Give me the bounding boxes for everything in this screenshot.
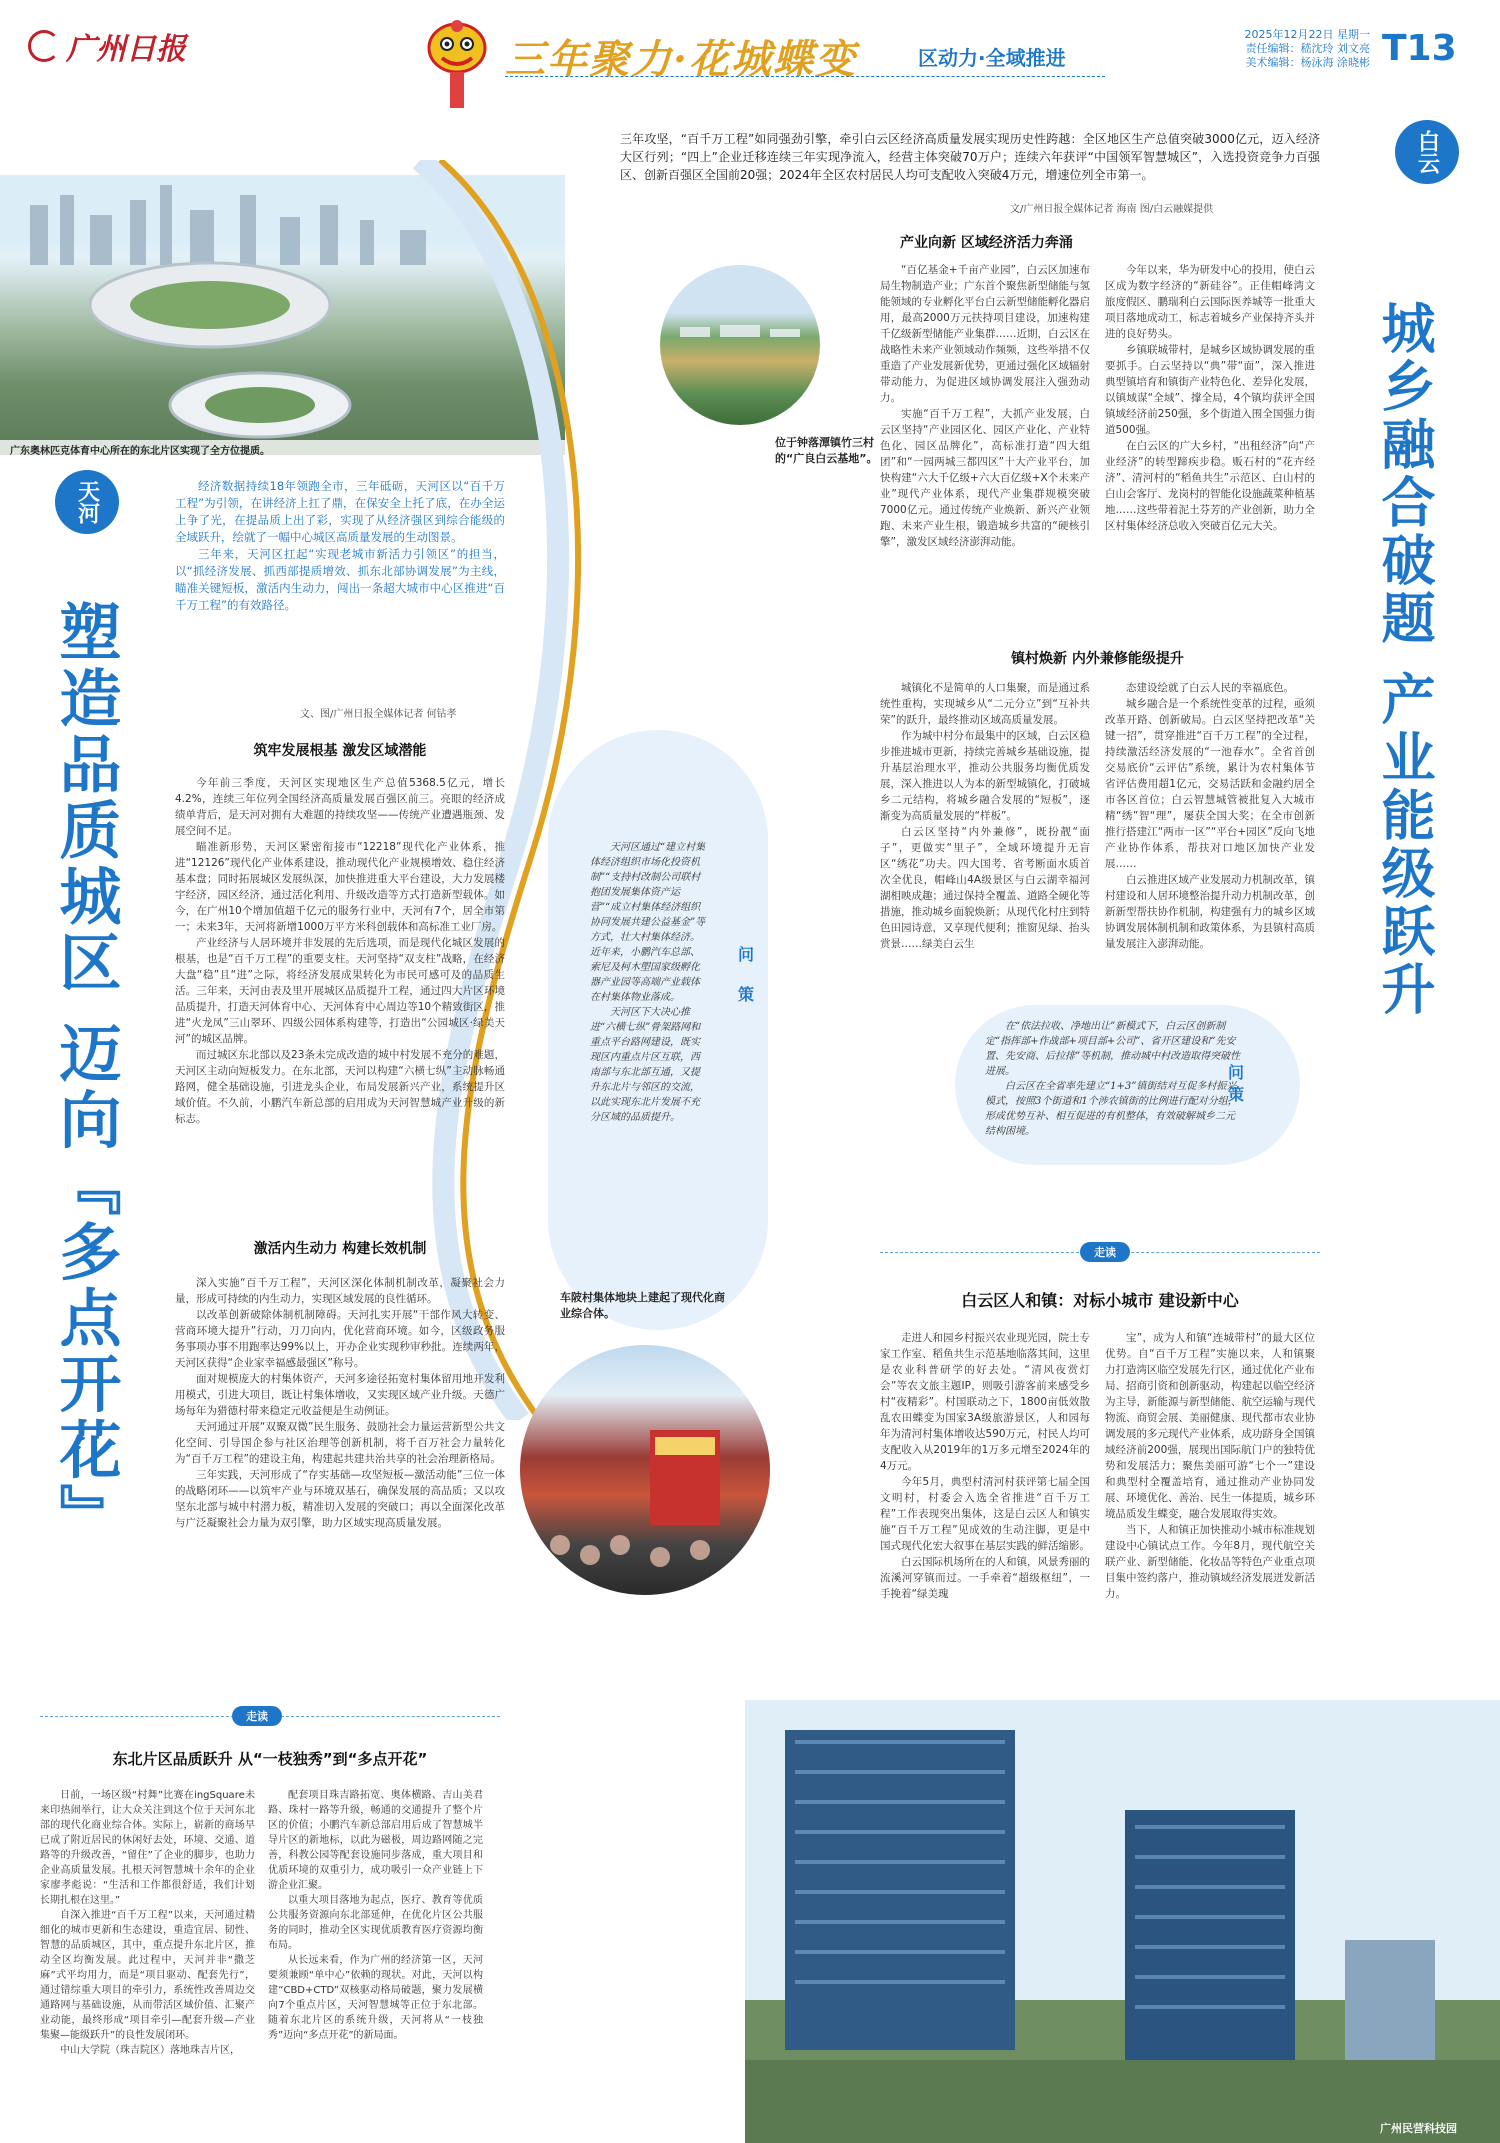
tianhe-big-title: 塑造品质城区 迈向『多点开花』: [49, 600, 122, 1550]
art-editor-line: 美术编辑：杨泳海 涂晓彬: [1245, 56, 1370, 69]
farm-photo-caption: 位于钟落潭镇竹三村的“广良白云基地”。: [775, 436, 878, 465]
tianhe-walk-title: 东北片区品质跃升 从“一枝独秀”到“多点开花”: [112, 1750, 428, 1768]
tianhe-section2-title: 激活内生动力 构建长效机制: [253, 1241, 427, 1257]
baiyun-walk-pill: 走读: [1080, 1242, 1130, 1262]
date-line: 2025年12月22日 星期一: [1244, 28, 1370, 41]
market-photo: [520, 1345, 770, 1595]
baiyun-walk-title: 白云区人和镇：对标小城市 建设新中心: [961, 1291, 1239, 1310]
tianhe-walk-pill: 走读: [232, 1706, 282, 1726]
baiyun-ask-box: [955, 1005, 1300, 1165]
banner-tag: 区动力·全域推进: [918, 46, 1066, 70]
page-number: T13: [1382, 28, 1457, 69]
baiyun-big-title: 城乡融合破题 产业能级跃升: [1373, 300, 1437, 1019]
newspaper-logo: 广州日报: [28, 24, 186, 68]
baiyun-walk-col1: 走进人和园乡村振兴农业现光园，院士专家工作室、稻鱼共生示范基地临落其间，这里是农业科普研学的好去处。“清风夜赏灯会”等农文旅主题IP，则吸引游客前来感受乡村“夜精彩”。村国联动之下，1800亩低效散乱农田蝶变为国家3A级旅游景区，人和园每年为清河村集体增收达590万元，村民人均可支配收入从2019年的1万多元增至2024年的4万元。 今年5月，典型村清河村获评第七届全国文明村，村委会入选全省推进“百千万工程”工作表现突出集体，这是白云区人和镇实施“百千万工程”见成效的生动注脚，更是中国式现代化宏大叙事在基层实践的鲜活缩影。 白云国际机场所在的人和镇，风景秀丽的流溪河穿镇而过。一手牵着“超级枢纽”，一手挽着“绿美瑰: [880, 1332, 1090, 1600]
tianhe-section1-title: 筑牢发展根基 激发区域潜能: [253, 743, 427, 759]
baiyun-walk-col2: 宝”，成为人和镇“连城带村”的最大区位优势。自“百千万工程”实施以来，人和镇聚力打造湾区临空发展先行区，通过优化产业布局、招商引资和创新驱动，构建起以临空经济为主导，新能源与新型储能、航空运输与现代物流、商贸会展、美丽健康、现代都市农业协调发展的多元现代产业体系，成功跻身全国镇域经济前200强，展现出国际航门户的独特优势和发展活力；聚焦美丽可游“七个一”建设和典型村全覆盖培育，通过推动产业协同发展、环境优化、善治、民生一体提质，城乡环境品质发生蝶变，融合发展取得实效。 当下，人和镇正加快推动小城市标准规划建设中心镇试点工作。今年8月，现代航空关联产业、新型储能、化妆品等特色产业重点项目集中签约落户，推动镇域经济发展迸发新活力。: [1105, 1332, 1315, 1600]
tianhe-ask-label: 问策: [738, 945, 755, 1004]
logo-swirl-icon: [28, 30, 60, 62]
tianhe-badge: 天河: [55, 470, 119, 534]
baiyun-byline: 文/广州日报全媒体记者 海南 图/白云融媒提供: [1010, 204, 1214, 215]
tianhe-walk-col2: 配套项目珠吉路拓宽、奥体横路、吉山美君路、珠村一路等升级，畅通的交通提升了整个片区的价值；小鹏汽车新总部启用后成了智慧城半导片区的新地标，以此为磁极，周边路网随之完善，科教公园等配套设施同步落成，重大项目和优质环境的双重引力，成功吸引一众产业链上下游企业汇聚。 以重大项目落地为起点，医疗、教育等优质公共服务资源向东北部延伸，在优化片区公共服务的同时，推动全区实现优质教育医疗资源均衡布局。 从长远来看，作为广州的经济第一区，天河要须兼顾“单中心”依赖的现状。对此，天河以构建“CBD+CTD”双核驱动格局破题，聚力发展横向7个重点片区，天河智慧城等正位于东北部。随着东北片区的系统升级，天河将从“一枝独秀”迈向“多点开花”的新局面。: [268, 1790, 483, 2041]
farm-photo: [660, 265, 820, 425]
baiyun-section2-col1: 城镇化不是简单的人口集聚，而是通过系统性重构，实现城乡从“二元分立”到“互补共荣”的跃升，最终推动区域高质量发展。 作为城中村分布最集中的区域，白云区稳步推进城市更新，持续完善城乡基础设施，提升基层治理水平，推动公共服务均衡优质发展，深入推进以人为本的新型城镇化，打破城乡二元结构，将城乡融合发展的“短板”，逐渐变为高质量发展的“样板”。 白云区坚持“内外兼修”，既扮靓“面子”，更做实“里子”，全域环境提升无盲区“绣花”功夫。四大国考、省考断面水质首次全优良，帽峰山4A级景区与白云湖幸福河湖相映成趣；通过保持全覆盖、道路全硬化等措施，推动城乡面貌焕新；从现代化村庄到特色田园诗意，又享现代便利；推窗见绿、抬头赏景……绿美白云生: [880, 682, 1090, 950]
baiyun-lead: 三年攻坚，“百千万工程”如同强劲引擎，牵引白云区经济高质量发展实现历史性跨越：全区地区生产总值突破3000亿元，迈入经济大区行列；“四上”企业迁移连续三年实现净流入，经营主体突破70万户；连续六年获评“中国领军智慧城区”，入选投资竞争力百强区、创新百强区全国前20强；2024年全区农村居民人均可支配收入突破4万元，增速位列全市第一。: [620, 132, 1320, 182]
towers-photo-credit: 广州民营科技园: [1380, 2122, 1457, 2135]
tianhe-section1-text: 今年前三季度，天河区实现地区生产总值5368.5亿元，增长4.2%，连续三年位列全国经济高质量发展百强区前三。亮眼的经济成绩单背后，是天河对拥有大难题的持续攻坚——传统产业遭遇瓶颈、发展空间不足。 瞄准新形势，天河区紧密衔接市“12218”现代化产业体系，推进“12126”现代化产业体系建设，推动现代化产业规模增效、稳住经济基本盘；同时拓展城区发展纵深，加快推进重大平台建设，大力发展楼宇经济，园区经济，通过活化利用、升级改造等方式打造新型载体。如今，在广州10个增加值超千亿元的服务行业中，天河有7个，居全市第一；未来3年，天河将新增1000万平方米科创载体和高标准工业厂房。 产业经济与人居环境并非发展的先后选项，而是现代化城区发展的根基，也是“百千万工程”的重要支柱。天河坚持“双支柱”战略，在经济大盘“稳”且“进”之际，将经济发展成果转化为市民可感可及的品质生活。三年来，天河由表及里开展城区品质提升工程，通过四大片区环境品质提升，打造天河体育中心、天河体育中心周边等10个精致街区，推进“火龙凤”三山翠环、四级公园体系构建等，打造出“公园城区·绿美天河”的城区品牌。 而过城区东北部以及23条未完成改造的城中村发展不充分的难题，天河区主动向短板发力。在东北部，天河以构建“六横七纵”主动脉畅通路网，健全基础设施，引进龙头企业，布局发展新兴产业，系统提升区域价值。不久前，小鹏汽车新总部的启用成为天河智慧城产业升级的新标志。: [175, 777, 505, 1125]
baiyun-badge: 白云: [1395, 120, 1459, 184]
baiyun-ask-text: 在“依法拉收、净地出让”新模式下，白云区创新制定“指挥部+作战部+项目部+公司”、省开区建设和“先安置、先安商、后拉排”等机制，推动城中村改造取得突破性进展。 白云区在全省率先建立“1+3”镇街结对互促多村振兴模式，按照3个街道和1个涉农镇街的比例进行配对分组，形成优势互补、相互促进的有机整体，有效破解城乡二元结构困境。: [985, 1021, 1241, 1137]
date-block: [1220, 28, 1370, 70]
editor-line: 责任编辑：嵇沈玲 刘文亮: [1245, 42, 1370, 55]
baiyun-ask-label: 问策: [1228, 1063, 1245, 1104]
tianhe-byline: 文、图/广州日报全媒体记者 何钻孝: [300, 709, 457, 720]
tianhe-ask-box: [548, 730, 768, 1330]
tianhe-section2-text: 深入实施“百千万工程”，天河区深化体制机制改革，凝聚社会力量，形成可持续的内生动力，实现区域发展的良性循环。 以改革创新破除体制机制障碍。天河扎实开展“干部作风大转变、营商环境大提升”行动，刀刀向内，优化营商环境。如今，区级政务服务事项办事不用跑率达99%以上，开办企业实现秒审秒批。连续两年，天河区获得“企业家幸福感最强区”称号。 面对规模庞大的村集体资产，天河多途径拓宽村集体留用地开发利用模式，引进大项目，既让村集体增收，又实现区域产业升级。天德广场每年为猎德村带来稳定元收益便是生动例证。 天河通过开展“双聚双微”民生服务、鼓励社会力量运营新型公共文化空间、引导国企参与社区治理等创新机制，将千百万社会力量转化为“百千万工程”的建设主角，构建起共建共治共享的社会治理新格局。 三年实践，天河形成了“存实基础—攻坚短板—激活动能”三位一体的战略闭环——以筑牢产业与环境双基石，确保发展的高品质；又以攻坚东北部与城中村潜力板，精准切入发展的突破口；再以全面深化改革与广泛凝聚社会力量为双引擎，助力区域实现高质量发展。: [175, 1277, 505, 1529]
lion-dance-icon: [420, 18, 495, 108]
olympic-photo-caption: 广东奥林匹克体育中心所在的东北片区实现了全方位提质。: [10, 446, 270, 457]
baiyun-section2-title: 镇村焕新 内外兼修能级提升: [1011, 651, 1184, 667]
tianhe-lead: 经济数据持续18年领跑全市，三年砥砺，天河区以“百千万工程”为引领，在讲经济上扛了鼎，在保安全上托了底，在办全运上争了光，在提品质上出了彩，实现了从经济强区到综合能级的全域跃升，绘就了一幅中心城区高质量发展的生动图景。 三年来，天河区扛起“实现老城市新活力引领区”的担当，以“抓经济发展、抓西部提质增效、抓东北部协调发展”为主线，瞄准关键短板，激活内生动力，闯出一条超大城市中心区推进“百千万工程”的有效路径。: [175, 479, 505, 612]
market-photo-caption: 车陂村集体地块上建起了现代化商业综合体。: [560, 1291, 725, 1320]
tianhe-walk-col1: 日前，一场区级“村舞”比赛在ingSquare未来印热闹举行，让大众关注到这个位于天河东北部的现代化商业综合体。实际上，崭新的商场早已成了附近居民的休闲好去处，环境、交通、道路等的升级改善，“留住”了企业的脚步，也助力企业高质量发展。扎根天河智慧城十余年的企业家廖孝彪说：“生活和工作都很舒适，我们计划长期扎根在这里。” 自深入推进“百千万工程”以来，天河通过精细化的城市更新和生态建设，重造宜居、韧性、智慧的品质城区，其中，重点提升东北片区，推动全区均衡发展。此过程中，天河并非“撒芝麻”式平均用力，而是“项目驱动、配套先行”，通过错综重大项目的牵引力，系统性改善周边交通路网与基础设施，从而带活区域价值、汇聚产业动能，最终形成“项目牵引—配套升级—产业集聚—能级跃升”的良性发展闭环。 中山大学院（珠吉院区）落地珠吉片区，: [40, 1790, 255, 2056]
baiyun-section1-col2: 今年以来，华为研发中心的投用，使白云区成为数字经济的“新硅谷”。正佳帽峰湾文旅度假区、鹏瑞利白云国际医养城等一批重大项目落地成动工，标志着城乡产业保持齐头并进的良好势头。 乡镇联城带村，是城乡区域协调发展的重要抓手。白云坚持以“典”带“面”，深入推进典型镇培育和镇街产业特色化、差异化发展，以镇域谋“全域”、撑全局，4个镇均获评全国镇域经济前250强，多个街道入围全国强力街道500强。 在白云区的广大乡村，“出租经济”向“产业经济”的转型蹄疾步稳。贩石村的“花卉经济”、清河村的“稻鱼共生”示范区、白山村的白山会客厅、龙岗村的智能化设施蔬菜种植基地……这些带着泥土芬芳的产业创新，助力全区村集体经济总收入突破百亿元大关。: [1105, 264, 1315, 532]
baiyun-section1-col1: “百亿基金+千亩产业园”，白云区加速布局生物制造产业；广东首个聚焦新型储能与氢能领域的专业孵化平台白云新型储能孵化器启用，最高2000万元扶持项目建设，加速构建千亿级新型储能产业集群……近期，白云区在战略性未来产业领域动作频频，这些举措不仅重造了产业发展新优势，更通过强化区域辐射带动能力，为促进区域协调发展注入强劲动力。 实施“百千万工程”，大抓产业发展，白云区坚持“产业园区化、园区产业化、产业特色化、园区品牌化”，高标准打造“四大组团”和“一园两城三都四区”十大产业平台，加快构建“六大千亿级+六大百亿级+X个未来产业”现代产业体系，现代产业集群规模突破7000亿元。通过传统产业焕新、新兴产业领跑、未来产业生根，锻造城乡共富的“硬核引擎”，激发区域经济澎湃动能。: [880, 264, 1090, 548]
baiyun-section1-title: 产业向新 区域经济活力奔涌: [900, 235, 1073, 251]
baiyun-section2-col2: 态建设绘就了白云人民的幸福底色。 城乡融合是一个系统性变革的过程，亟须改革开路、创新破局。白云区坚持把改革“关键一招”，贯穿推进“百千万工程”的全过程，持续激活经济发展的“一池春水”。全省首创交易底价“云评估”系统，累计为农村集体节省评估费用超1亿元，交易活跃和金融约居全市各区首位；白云智慧城管被批复入大城市精“绣”智“理”，屡获全国大奖；在全市创新推行搭建江“两市一区”“平台+园区”反向飞地产业协作体系，帮扶对口地区加快产业发展…… 白云推进区域产业发展动力机制改革，镇村建设和人居环境整治提升动力机制改革，创新新型帮扶协作机制，构建强有力的城乡区域协调发展体制机制和政策体系，为县镇村高质量发展注入澎湃动能。: [1105, 682, 1315, 950]
tianhe-ask-text: 天河区通过“建立村集体经济组织市场化投资机制”“支持村改制公司联村抱团发展集体资产运营”“成立村集体经济组织协同发展共建公益基金”等方式，壮大村集体经济。近年来，小鹏汽车总部、索尼及柯木塱国家级孵化器产业园等高端产业载体在村集体物业落成。 天河区下大决心推进“六横七纵”骨架路网和重点平台路网建设，既实现区内重点片区互联，西南部与东北部互通，又提升东北片与邻区的交流，以此实现东北片发展不充分区域的品质提升。: [590, 842, 706, 1123]
banner-divider: [505, 76, 1105, 77]
masthead: [0, 0, 1500, 83]
banner-title: 三年聚力·花城蝶变: [505, 36, 857, 83]
towers-photo: [745, 1700, 1500, 2143]
